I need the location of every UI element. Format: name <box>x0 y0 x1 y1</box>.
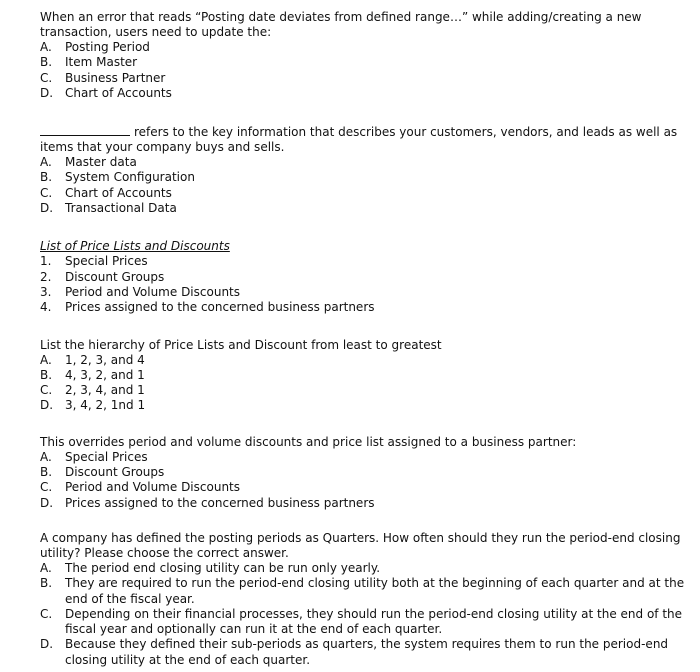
option-d <box>40 86 692 101</box>
option-a <box>40 450 692 465</box>
question-3 <box>40 338 692 414</box>
option-text: 3, 4, 2, 1nd 1 <box>65 398 146 413</box>
option-c <box>40 383 692 398</box>
option-letter: D. <box>40 637 54 652</box>
option-a <box>40 40 692 55</box>
option-letter: C. <box>40 480 53 495</box>
option-b <box>40 465 692 480</box>
option-b <box>40 170 692 185</box>
option-text: Prices assigned to the concerned business partners <box>65 495 375 510</box>
option-text: Chart of Accounts <box>65 185 172 200</box>
list-item <box>40 270 692 285</box>
question-3-stem: List the hierarchy of Price Lists and Discount from least to greatest <box>40 337 442 352</box>
question-5-options <box>40 561 692 668</box>
option-a <box>40 353 692 368</box>
option-d <box>40 201 692 216</box>
item-number: 2. <box>40 269 52 284</box>
option-text: Depending on their financial processes, they should run the period-end closing utility at the end of the fiscal year and optionally can run it at the end of each quarter. <box>65 606 683 637</box>
question-5-stem: A company has defined the posting periods as Quarters. How often should they run the period-end closing utility? Please choose the correct answer. <box>40 530 681 560</box>
option-c <box>40 607 692 638</box>
option-d <box>40 496 692 511</box>
question-2 <box>40 124 692 216</box>
option-text: Special Prices <box>65 449 148 464</box>
question-5 <box>40 531 692 668</box>
option-b <box>40 576 692 607</box>
item-number: 4. <box>40 300 52 315</box>
question-1 <box>40 10 692 101</box>
option-text: Chart of Accounts <box>65 85 172 100</box>
price-list-section <box>40 238 692 315</box>
list-item <box>40 300 692 315</box>
option-letter: B. <box>40 576 53 591</box>
question-3-options <box>40 353 692 414</box>
option-letter: A. <box>40 155 52 170</box>
option-text: Period and Volume Discounts <box>65 480 241 495</box>
option-letter: B. <box>40 55 53 70</box>
option-letter: C. <box>40 185 53 200</box>
list-item <box>40 254 692 269</box>
option-text: Master data <box>65 155 137 170</box>
price-list-items <box>40 254 692 315</box>
price-list-title: List of Price Lists and Discounts <box>40 239 230 254</box>
option-c <box>40 480 692 495</box>
option-text: Transactional Data <box>65 201 177 216</box>
option-text: They are required to run the period-end closing utility both at the beginning of each quarter and at the end of the fiscal year. <box>65 576 685 606</box>
answer-blank <box>40 124 130 136</box>
option-letter: B. <box>40 170 53 185</box>
option-text: The period end closing utility can be run only yearly. <box>65 560 381 575</box>
question-2-stem: refers to the key information that describes your customers, vendors, and leads as well as items that your company buys and sells. <box>40 125 678 155</box>
question-4 <box>40 435 692 511</box>
option-text: System Configuration <box>65 170 195 185</box>
option-d <box>40 637 692 668</box>
option-text: 4, 3, 2, and 1 <box>65 367 145 382</box>
option-letter: A. <box>40 352 52 367</box>
option-text: 2, 3, 4, and 1 <box>65 383 145 398</box>
option-letter: D. <box>40 85 54 100</box>
option-letter: D. <box>40 201 54 216</box>
option-text: Because they defined their sub-periods as quarters, the system requires them to run the period-end closing utility at the end of each quarter. <box>65 637 669 667</box>
option-text: Posting Period <box>65 40 150 54</box>
question-4-stem: This overrides period and volume discounts and price list assigned to a business partner: <box>40 434 577 449</box>
option-letter: A. <box>40 40 52 54</box>
option-letter: C. <box>40 70 53 85</box>
option-letter: A. <box>40 449 52 464</box>
option-a <box>40 155 692 170</box>
option-text: Discount Groups <box>65 465 165 480</box>
question-1-options <box>40 40 692 101</box>
option-c <box>40 71 692 86</box>
question-2-options <box>40 155 692 216</box>
question-1-stem: When an error that reads “Posting date deviates from defined range…” while adding/creating a new transaction, users need to update the: <box>40 10 642 39</box>
option-letter: D. <box>40 398 54 413</box>
option-b <box>40 368 692 383</box>
item-text: Discount Groups <box>65 269 165 284</box>
item-text: Period and Volume Discounts <box>65 284 241 299</box>
option-text: Item Master <box>65 55 138 70</box>
option-letter: D. <box>40 495 54 510</box>
item-text: Prices assigned to the concerned business partners <box>65 300 375 315</box>
item-number: 3. <box>40 284 52 299</box>
option-letter: B. <box>40 465 53 480</box>
option-b <box>40 55 692 70</box>
item-text: Special Prices <box>65 254 148 269</box>
question-4-options <box>40 450 692 511</box>
option-letter: B. <box>40 367 53 382</box>
question-2-stem-line <box>40 124 692 155</box>
option-letter: C. <box>40 606 53 621</box>
option-d <box>40 398 692 413</box>
item-number: 1. <box>40 254 52 269</box>
list-item <box>40 285 692 300</box>
option-c <box>40 186 692 201</box>
option-text: 1, 2, 3, and 4 <box>65 352 145 367</box>
option-letter: A. <box>40 560 52 575</box>
option-text: Business Partner <box>65 70 166 85</box>
option-letter: C. <box>40 383 53 398</box>
option-a <box>40 561 692 576</box>
